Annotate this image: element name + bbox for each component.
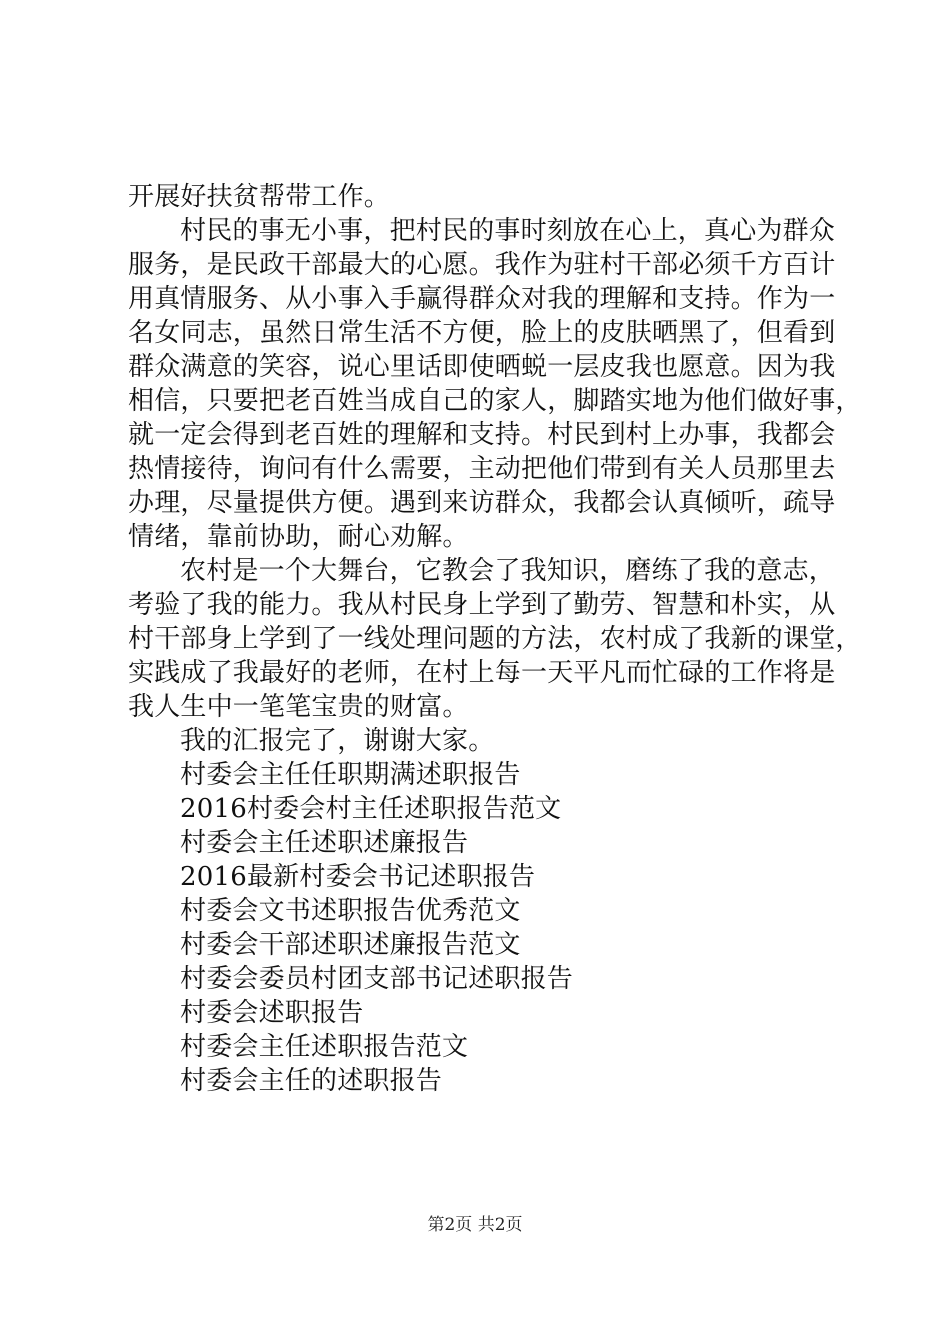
paragraph-line: 考验了我的能力。我从村民身上学到了勤劳、智慧和朴实，从 <box>128 590 836 620</box>
related-link[interactable]: 村委会主任任职期满述职报告 <box>180 760 521 790</box>
paragraph-line: 办理，尽量提供方便。遇到来访群众，我都会认真倾听，疏导 <box>128 488 836 518</box>
related-link[interactable]: 村委会述职报告 <box>180 998 364 1028</box>
paragraph-line: 情绪，靠前协助，耐心劝解。 <box>128 522 469 552</box>
related-link[interactable]: 2016村委会村主任述职报告范文 <box>180 794 562 824</box>
related-link[interactable]: 村委会主任述职报告范文 <box>180 1032 469 1062</box>
paragraph-line: 开展好扶贫帮带工作。 <box>128 182 391 212</box>
paragraph-line: 农村是一个大舞台，它教会了我知识，磨练了我的意志， <box>180 556 836 586</box>
paragraph-line: 热情接待，询问有什么需要，主动把他们带到有关人员那里去 <box>128 454 836 484</box>
related-link[interactable]: 2016最新村委会书记述职报告 <box>180 862 536 892</box>
paragraph-line: 我人生中一笔笔宝贵的财富。 <box>128 692 469 722</box>
paragraph-line: 群众满意的笑容，说心里话即使晒蜕一层皮我也愿意。因为我 <box>128 352 836 382</box>
paragraph-line: 实践成了我最好的老师，在村上每一天平凡而忙碌的工作将是 <box>128 658 836 688</box>
paragraph-line: 就一定会得到老百姓的理解和支持。村民到村上办事，我都会 <box>128 420 836 450</box>
paragraph-line: 用真情服务、从小事入手赢得群众对我的理解和支持。作为一 <box>128 284 836 314</box>
related-link[interactable]: 村委会主任的述职报告 <box>180 1066 443 1096</box>
paragraph-line: 服务，是民政干部最大的心愿。我作为驻村干部必须千方百计 <box>128 250 836 280</box>
related-link[interactable]: 村委会文书述职报告优秀范文 <box>180 896 521 926</box>
paragraph-line: 村干部身上学到了一线处理问题的方法，农村成了我新的课堂， <box>128 624 862 654</box>
paragraph-line: 村民的事无小事，把村民的事时刻放在心上，真心为群众 <box>180 216 836 246</box>
paragraph-line: 名女同志，虽然日常生活不方便，脸上的皮肤晒黑了，但看到 <box>128 318 836 348</box>
page-footer: 第2页 共2页 <box>427 1215 523 1235</box>
related-link[interactable]: 村委会主任述职述廉报告 <box>180 828 469 858</box>
paragraph-line: 相信，只要把老百姓当成自己的家人，脚踏实地为他们做好事， <box>128 386 862 416</box>
related-link[interactable]: 村委会干部述职述廉报告范文 <box>180 930 521 960</box>
related-link[interactable]: 村委会委员村团支部书记述职报告 <box>180 964 574 994</box>
paragraph-line: 我的汇报完了，谢谢大家。 <box>180 726 495 756</box>
